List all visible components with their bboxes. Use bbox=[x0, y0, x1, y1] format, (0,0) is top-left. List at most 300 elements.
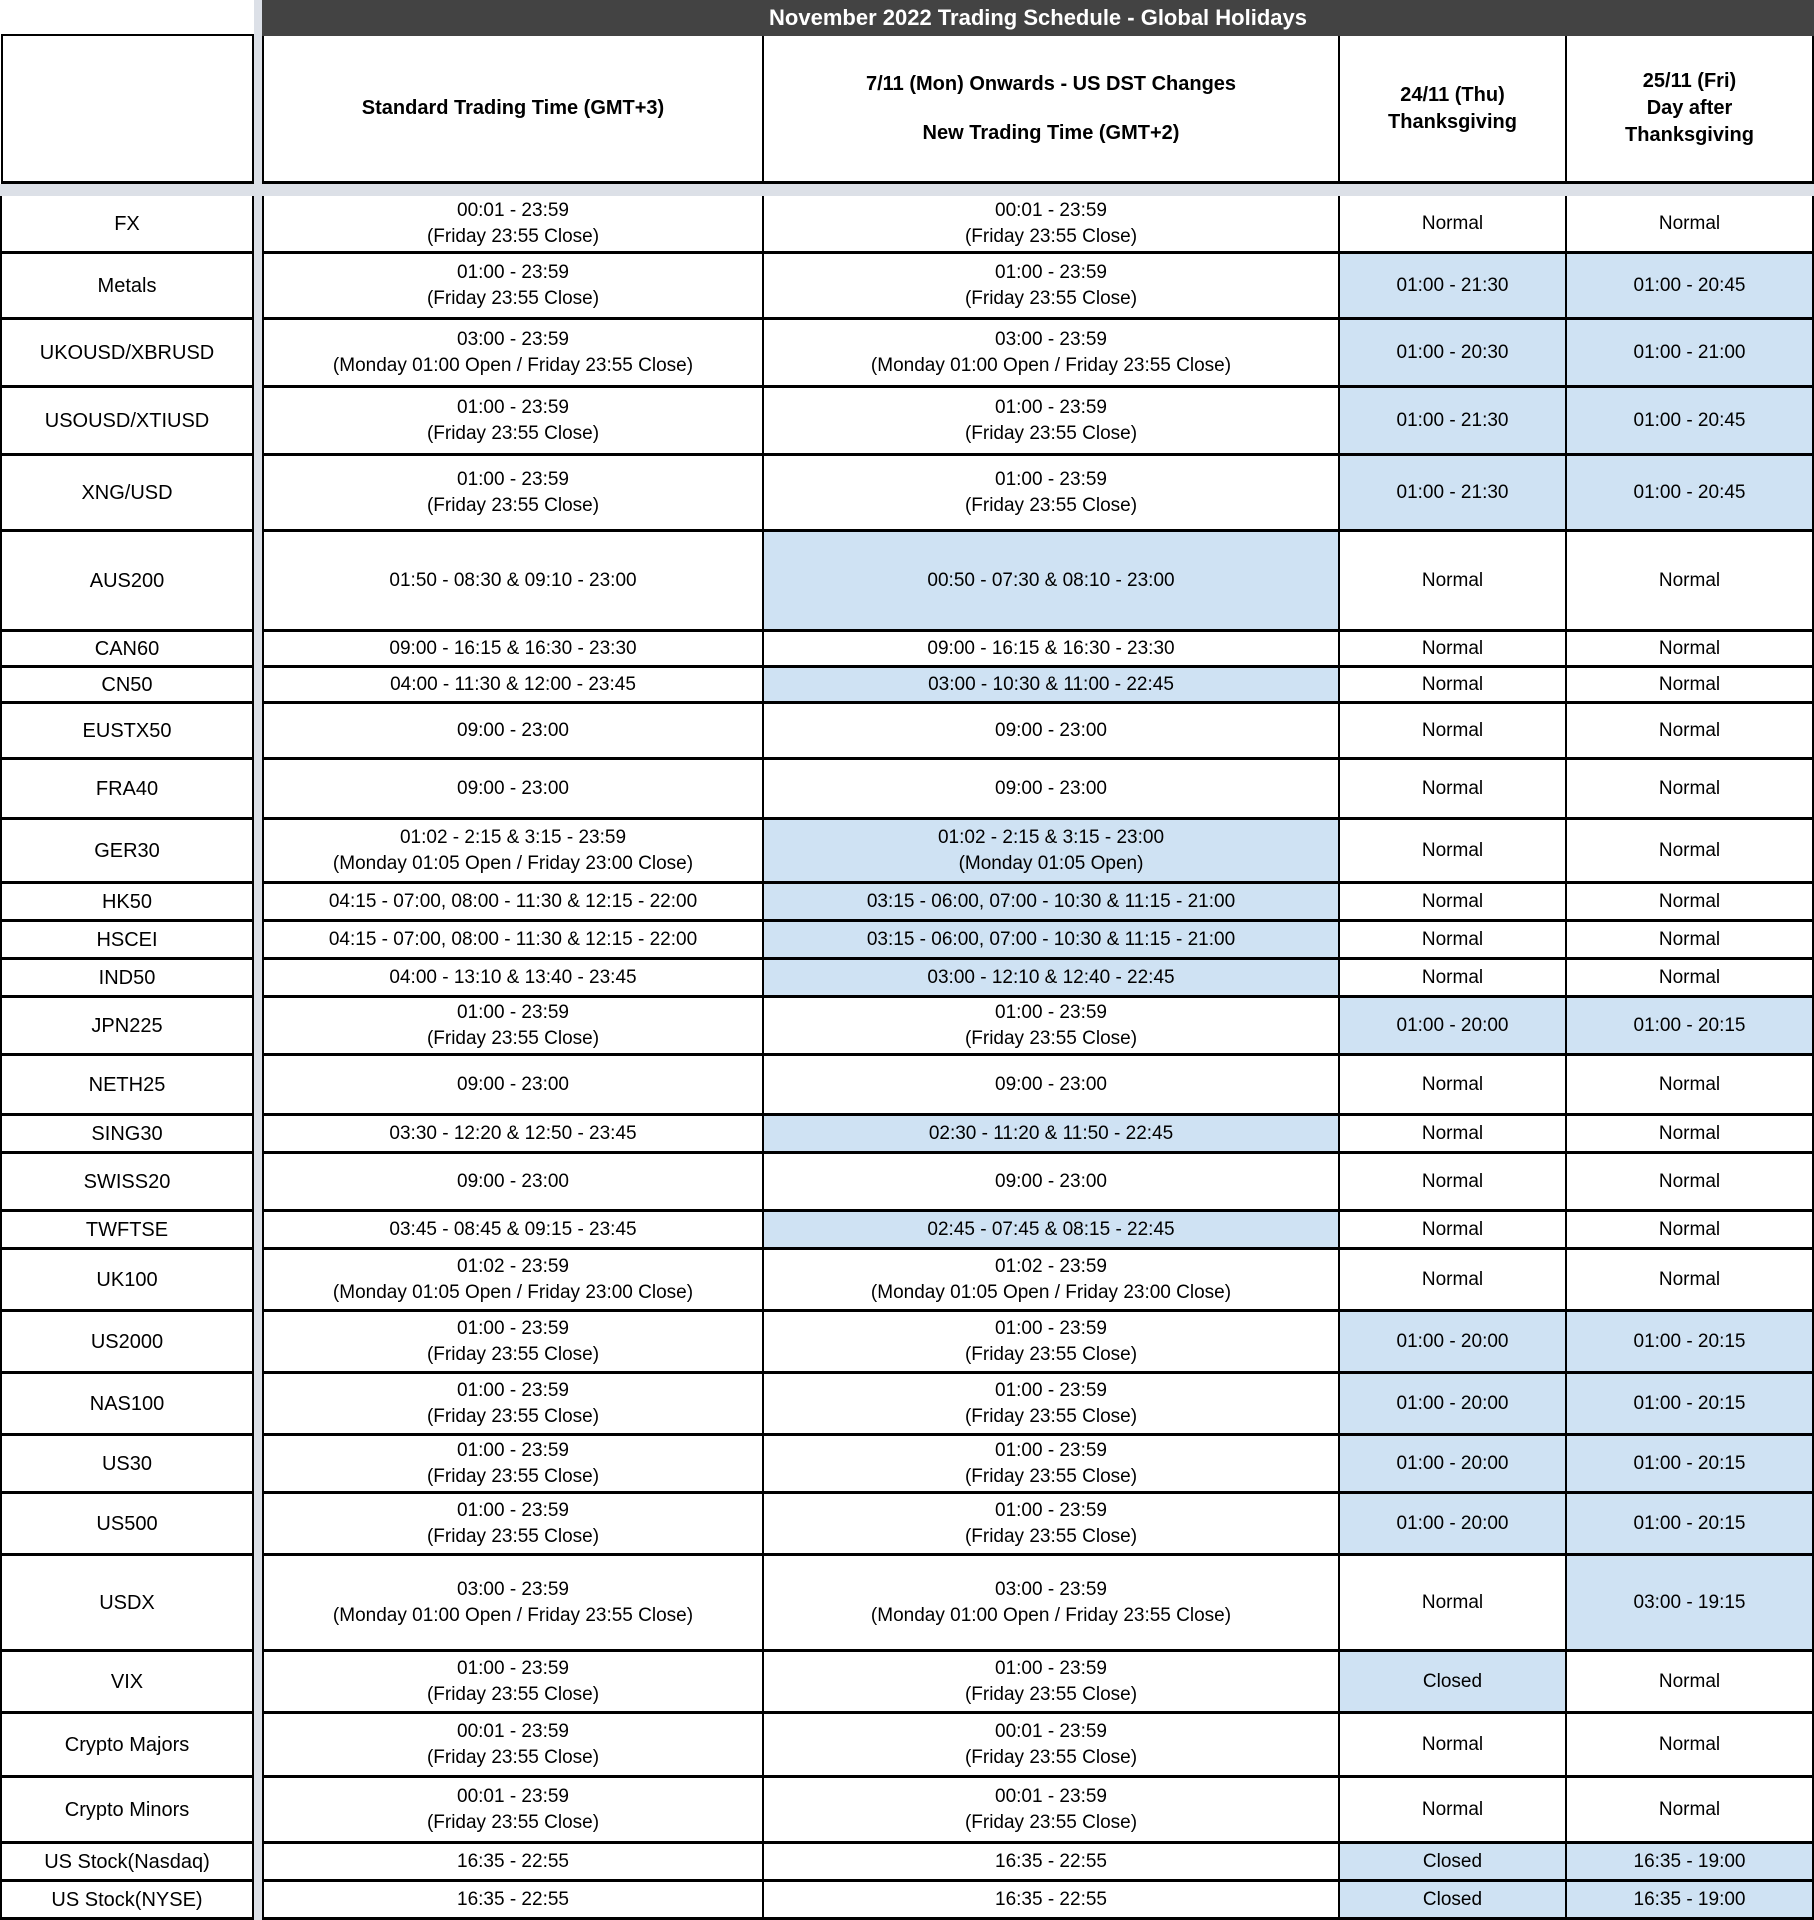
row-label: IND50 bbox=[0, 960, 254, 998]
row-label: NAS100 bbox=[0, 1374, 254, 1436]
pane-divider-vertical bbox=[254, 1250, 262, 1312]
thanksgiving-cell: Normal bbox=[1340, 632, 1567, 668]
column-header-label: 24/11 (Thu) bbox=[1400, 83, 1505, 106]
thanksgiving-cell: Normal bbox=[1340, 1154, 1567, 1212]
row-label: USDX bbox=[0, 1556, 254, 1652]
thanksgiving-cell: Normal bbox=[1340, 922, 1567, 960]
dst-time-cell bbox=[764, 704, 1340, 760]
thanksgiving-cell: Normal bbox=[1340, 1778, 1567, 1844]
time-text-line: 16:35 - 22:55 bbox=[995, 1850, 1107, 1872]
thanksgiving-cell: 01:00 - 21:30 bbox=[1340, 456, 1567, 532]
time-text-line: 01:00 - 23:59 bbox=[457, 1317, 569, 1339]
dst-time-cell bbox=[764, 1844, 1340, 1882]
dst-time-cell bbox=[764, 960, 1340, 998]
time-text-line: 03:00 - 12:10 & 12:40 - 22:45 bbox=[927, 966, 1175, 988]
time-text-line: 00:50 - 07:30 & 08:10 - 23:00 bbox=[927, 569, 1175, 591]
dst-time-cell bbox=[764, 1882, 1340, 1920]
column-header-dst-time bbox=[764, 36, 1340, 184]
time-text-line: 01:00 - 23:59 bbox=[457, 261, 569, 283]
table-row bbox=[0, 1714, 1814, 1778]
standard-time-cell bbox=[262, 1652, 764, 1714]
thanksgiving-cell: 01:00 - 21:30 bbox=[1340, 254, 1567, 320]
pane-divider-vertical bbox=[254, 1116, 262, 1154]
time-text-line: 03:45 - 08:45 & 09:15 - 23:45 bbox=[389, 1218, 637, 1240]
standard-time-cell bbox=[262, 196, 764, 254]
time-text-line: 01:00 - 23:59 bbox=[995, 468, 1107, 490]
dst-time-cell bbox=[764, 1212, 1340, 1250]
standard-time-cell bbox=[262, 704, 764, 760]
day-after-thanksgiving-cell: 01:00 - 20:15 bbox=[1567, 1374, 1814, 1436]
time-text-line: 16:35 - 22:55 bbox=[995, 1888, 1107, 1910]
day-after-thanksgiving-cell: 01:00 - 20:45 bbox=[1567, 388, 1814, 456]
pane-divider-vertical bbox=[254, 632, 262, 668]
standard-time-cell bbox=[262, 254, 764, 320]
day-after-thanksgiving-cell: 01:00 - 20:15 bbox=[1567, 1436, 1814, 1494]
pane-divider-vertical bbox=[254, 884, 262, 922]
pane-divider-vertical bbox=[254, 1374, 262, 1436]
time-text-line: (Friday 23:55 Close) bbox=[964, 225, 1138, 247]
row-label: FRA40 bbox=[0, 760, 254, 820]
day-after-thanksgiving-cell: Normal bbox=[1567, 960, 1814, 998]
time-text-line: (Monday 01:00 Open / Friday 23:55 Close) bbox=[870, 354, 1232, 376]
time-text-line: (Friday 23:55 Close) bbox=[426, 1343, 600, 1365]
table-row bbox=[0, 1250, 1814, 1312]
time-text-line: 09:00 - 23:00 bbox=[995, 719, 1107, 741]
time-text-line: 02:45 - 07:45 & 08:15 - 22:45 bbox=[927, 1218, 1175, 1240]
row-label: TWFTSE bbox=[0, 1212, 254, 1250]
row-label: US30 bbox=[0, 1436, 254, 1494]
standard-time-cell bbox=[262, 1882, 764, 1920]
pane-divider-vertical bbox=[254, 820, 262, 884]
dst-time-cell bbox=[764, 1436, 1340, 1494]
standard-time-cell bbox=[262, 1250, 764, 1312]
table-row bbox=[0, 1116, 1814, 1154]
standard-time-cell bbox=[262, 388, 764, 456]
thanksgiving-cell: Normal bbox=[1340, 1250, 1567, 1312]
dst-time-cell bbox=[764, 320, 1340, 388]
thanksgiving-cell: Normal bbox=[1340, 820, 1567, 884]
day-after-thanksgiving-cell: Normal bbox=[1567, 760, 1814, 820]
time-text-line: 09:00 - 23:00 bbox=[995, 1170, 1107, 1192]
dst-time-cell bbox=[764, 388, 1340, 456]
day-after-thanksgiving-cell: 03:00 - 19:15 bbox=[1567, 1556, 1814, 1652]
row-label: EUSTX50 bbox=[0, 704, 254, 760]
dst-time-cell bbox=[764, 632, 1340, 668]
day-after-thanksgiving-cell: Normal bbox=[1567, 1154, 1814, 1212]
day-after-thanksgiving-cell: Normal bbox=[1567, 1714, 1814, 1778]
column-header-label: New Trading Time (GMT+2) bbox=[922, 121, 1180, 144]
standard-time-cell bbox=[262, 1374, 764, 1436]
thanksgiving-cell: 01:00 - 20:00 bbox=[1340, 1436, 1567, 1494]
row-label: Crypto Majors bbox=[0, 1714, 254, 1778]
time-text-line: 01:00 - 23:59 bbox=[457, 468, 569, 490]
row-label: VIX bbox=[0, 1652, 254, 1714]
standard-time-cell bbox=[262, 320, 764, 388]
time-text-line: 09:00 - 23:00 bbox=[457, 1170, 569, 1192]
time-text-line: (Friday 23:55 Close) bbox=[426, 225, 600, 247]
pane-divider-vertical bbox=[254, 0, 262, 184]
thanksgiving-cell: Normal bbox=[1340, 884, 1567, 922]
row-label: UKOUSD/XBRUSD bbox=[0, 320, 254, 388]
pane-divider-vertical bbox=[254, 1882, 262, 1920]
pane-divider-vertical bbox=[254, 1652, 262, 1714]
standard-time-cell bbox=[262, 1494, 764, 1556]
time-text-line: (Friday 23:55 Close) bbox=[964, 1525, 1138, 1547]
time-text-line: 01:00 - 23:59 bbox=[995, 1439, 1107, 1461]
time-text-line: (Friday 23:55 Close) bbox=[964, 1405, 1138, 1427]
thanksgiving-cell: Normal bbox=[1340, 196, 1567, 254]
standard-time-cell bbox=[262, 1556, 764, 1652]
time-text-line: 03:00 - 23:59 bbox=[995, 328, 1107, 350]
time-text-line: 01:00 - 23:59 bbox=[457, 1657, 569, 1679]
standard-time-cell bbox=[262, 1154, 764, 1212]
time-text-line: 01:00 - 23:59 bbox=[995, 1317, 1107, 1339]
thanksgiving-cell: Normal bbox=[1340, 532, 1567, 632]
time-text-line: (Monday 01:00 Open / Friday 23:55 Close) bbox=[870, 1604, 1232, 1626]
time-text-line: 04:00 - 13:10 & 13:40 - 23:45 bbox=[389, 966, 637, 988]
pane-divider-vertical bbox=[254, 196, 262, 254]
day-after-thanksgiving-cell: 01:00 - 20:45 bbox=[1567, 456, 1814, 532]
day-after-thanksgiving-cell: Normal bbox=[1567, 196, 1814, 254]
time-text-line: (Monday 01:05 Open / Friday 23:00 Close) bbox=[332, 1281, 694, 1303]
day-after-thanksgiving-cell: Normal bbox=[1567, 922, 1814, 960]
time-text-line: 03:00 - 23:59 bbox=[457, 328, 569, 350]
time-text-line: (Friday 23:55 Close) bbox=[964, 1343, 1138, 1365]
time-text-line: 01:00 - 23:59 bbox=[995, 396, 1107, 418]
row-label: US Stock(NYSE) bbox=[0, 1882, 254, 1920]
standard-time-cell bbox=[262, 884, 764, 922]
thanksgiving-cell: 01:00 - 20:00 bbox=[1340, 998, 1567, 1056]
dst-time-cell bbox=[764, 1056, 1340, 1116]
row-label: HSCEI bbox=[0, 922, 254, 960]
standard-time-cell bbox=[262, 1844, 764, 1882]
thanksgiving-cell: Normal bbox=[1340, 760, 1567, 820]
time-text-line: 01:02 - 23:59 bbox=[457, 1255, 569, 1277]
table-row bbox=[0, 1494, 1814, 1556]
day-after-thanksgiving-cell: Normal bbox=[1567, 1778, 1814, 1844]
pane-divider-vertical bbox=[254, 1494, 262, 1556]
sheet-title: November 2022 Trading Schedule - Global Holidays bbox=[769, 5, 1307, 30]
time-text-line: 09:00 - 23:00 bbox=[457, 1073, 569, 1095]
pane-divider-vertical bbox=[254, 668, 262, 704]
dst-time-cell bbox=[764, 532, 1340, 632]
row-label: CN50 bbox=[0, 668, 254, 704]
standard-time-cell bbox=[262, 960, 764, 998]
thanksgiving-cell: Normal bbox=[1340, 668, 1567, 704]
standard-time-cell bbox=[262, 1436, 764, 1494]
dst-time-cell bbox=[764, 820, 1340, 884]
dst-time-cell bbox=[764, 1494, 1340, 1556]
table-row bbox=[0, 1154, 1814, 1212]
day-after-thanksgiving-cell: Normal bbox=[1567, 884, 1814, 922]
time-text-line: 03:00 - 10:30 & 11:00 - 22:45 bbox=[928, 673, 1174, 695]
time-text-line: 01:00 - 23:59 bbox=[457, 1439, 569, 1461]
time-text-line: 01:00 - 23:59 bbox=[995, 1657, 1107, 1679]
day-after-thanksgiving-cell: 01:00 - 20:15 bbox=[1567, 998, 1814, 1056]
time-text-line: (Friday 23:55 Close) bbox=[964, 1683, 1138, 1705]
table-row bbox=[0, 254, 1814, 320]
pane-divider-horizontal bbox=[0, 184, 1814, 196]
time-text-line: 01:00 - 23:59 bbox=[995, 1001, 1107, 1023]
time-text-line: 01:50 - 08:30 & 09:10 - 23:00 bbox=[389, 569, 637, 591]
dst-time-cell bbox=[764, 668, 1340, 704]
standard-time-cell bbox=[262, 1056, 764, 1116]
dst-time-cell bbox=[764, 1312, 1340, 1374]
time-text-line: 09:00 - 16:15 & 16:30 - 23:30 bbox=[927, 637, 1175, 659]
dst-time-cell bbox=[764, 1652, 1340, 1714]
pane-divider-vertical bbox=[254, 532, 262, 632]
time-text-line: (Friday 23:55 Close) bbox=[964, 1746, 1138, 1768]
pane-divider-vertical bbox=[254, 704, 262, 760]
time-text-line: (Friday 23:55 Close) bbox=[426, 494, 600, 516]
dst-time-cell bbox=[764, 254, 1340, 320]
thanksgiving-cell: Closed bbox=[1340, 1652, 1567, 1714]
standard-time-cell bbox=[262, 668, 764, 704]
time-text-line: (Friday 23:55 Close) bbox=[964, 287, 1138, 309]
pane-divider-vertical bbox=[254, 1212, 262, 1250]
time-text-line: 09:00 - 23:00 bbox=[995, 777, 1107, 799]
thanksgiving-cell: 01:00 - 20:00 bbox=[1340, 1494, 1567, 1556]
standard-time-cell bbox=[262, 1116, 764, 1154]
time-text-line: 03:00 - 23:59 bbox=[995, 1578, 1107, 1600]
table-row bbox=[0, 820, 1814, 884]
table-row bbox=[0, 196, 1814, 254]
dst-time-cell bbox=[764, 884, 1340, 922]
pane-divider-vertical bbox=[254, 1154, 262, 1212]
standard-time-cell bbox=[262, 456, 764, 532]
column-header-label: 7/11 (Mon) Onwards - US DST Changes bbox=[865, 72, 1237, 95]
time-text-line: (Friday 23:55 Close) bbox=[426, 1465, 600, 1487]
thanksgiving-cell: Normal bbox=[1340, 1714, 1567, 1778]
pane-divider-vertical bbox=[254, 922, 262, 960]
table-row bbox=[0, 1374, 1814, 1436]
pane-divider-vertical bbox=[254, 1056, 262, 1116]
day-after-thanksgiving-cell: Normal bbox=[1567, 820, 1814, 884]
thanksgiving-cell: Normal bbox=[1340, 1556, 1567, 1652]
standard-time-cell bbox=[262, 532, 764, 632]
time-text-line: (Monday 01:00 Open / Friday 23:55 Close) bbox=[332, 354, 694, 376]
table-row bbox=[0, 760, 1814, 820]
thanksgiving-cell: Normal bbox=[1340, 704, 1567, 760]
day-after-thanksgiving-cell: Normal bbox=[1567, 1652, 1814, 1714]
time-text-line: 03:30 - 12:20 & 12:50 - 23:45 bbox=[389, 1122, 637, 1144]
thanksgiving-cell: Closed bbox=[1340, 1882, 1567, 1920]
time-text-line: 00:01 - 23:59 bbox=[457, 1720, 569, 1742]
header-columns-area bbox=[262, 0, 1814, 184]
dst-time-cell bbox=[764, 1374, 1340, 1436]
dst-time-cell bbox=[764, 1778, 1340, 1844]
day-after-thanksgiving-cell: Normal bbox=[1567, 668, 1814, 704]
table-row bbox=[0, 388, 1814, 456]
schedule-rows bbox=[0, 196, 1814, 1920]
pane-divider-vertical bbox=[254, 1844, 262, 1882]
pane-divider-vertical bbox=[254, 1778, 262, 1844]
time-text-line: 01:00 - 23:59 bbox=[995, 1379, 1107, 1401]
row-label: US500 bbox=[0, 1494, 254, 1556]
row-label: NETH25 bbox=[0, 1056, 254, 1116]
row-label: US Stock(Nasdaq) bbox=[0, 1844, 254, 1882]
column-header-label: Day after bbox=[1646, 97, 1733, 119]
row-label: FX bbox=[0, 196, 254, 254]
thanksgiving-cell: Closed bbox=[1340, 1844, 1567, 1882]
time-text-line: 01:02 - 2:15 & 3:15 - 23:59 bbox=[399, 826, 627, 848]
row-label: XNG/USD bbox=[0, 456, 254, 532]
standard-time-cell bbox=[262, 1212, 764, 1250]
row-label: Crypto Minors bbox=[0, 1778, 254, 1844]
pane-divider-vertical bbox=[254, 456, 262, 532]
time-text-line: (Friday 23:55 Close) bbox=[426, 1746, 600, 1768]
day-after-thanksgiving-cell: Normal bbox=[1567, 1250, 1814, 1312]
time-text-line: (Friday 23:55 Close) bbox=[426, 1525, 600, 1547]
pane-divider-vertical bbox=[254, 1312, 262, 1374]
row-label: JPN225 bbox=[0, 998, 254, 1056]
table-row bbox=[0, 532, 1814, 632]
dst-time-cell bbox=[764, 196, 1340, 254]
table-row bbox=[0, 884, 1814, 922]
day-after-thanksgiving-cell: 16:35 - 19:00 bbox=[1567, 1844, 1814, 1882]
time-text-line: 01:00 - 23:59 bbox=[457, 1499, 569, 1521]
time-text-line: (Monday 01:00 Open / Friday 23:55 Close) bbox=[332, 1604, 694, 1626]
time-text-line: 01:00 - 23:59 bbox=[457, 396, 569, 418]
standard-time-cell bbox=[262, 998, 764, 1056]
standard-time-cell bbox=[262, 760, 764, 820]
time-text-line: 09:00 - 23:00 bbox=[457, 719, 569, 741]
day-after-thanksgiving-cell: Normal bbox=[1567, 532, 1814, 632]
time-text-line: 01:02 - 23:59 bbox=[995, 1255, 1107, 1277]
row-label: HK50 bbox=[0, 884, 254, 922]
table-row bbox=[0, 922, 1814, 960]
time-text-line: (Friday 23:55 Close) bbox=[964, 422, 1138, 444]
time-text-line: 00:01 - 23:59 bbox=[995, 199, 1107, 221]
pane-divider-vertical bbox=[254, 1556, 262, 1652]
time-text-line: 01:02 - 2:15 & 3:15 - 23:00 bbox=[937, 826, 1165, 848]
time-text-line: 09:00 - 16:15 & 16:30 - 23:30 bbox=[389, 637, 637, 659]
time-text-line: (Monday 01:05 Open) bbox=[958, 852, 1144, 874]
standard-time-cell bbox=[262, 820, 764, 884]
pane-divider-vertical bbox=[254, 1714, 262, 1778]
frozen-corner-cell bbox=[1, 34, 254, 184]
day-after-thanksgiving-cell: 01:00 - 20:15 bbox=[1567, 1312, 1814, 1374]
thanksgiving-cell: Normal bbox=[1340, 1056, 1567, 1116]
day-after-thanksgiving-cell: 01:00 - 21:00 bbox=[1567, 320, 1814, 388]
time-text-line: (Friday 23:55 Close) bbox=[964, 1027, 1138, 1049]
pane-divider-vertical bbox=[254, 1436, 262, 1494]
standard-time-cell bbox=[262, 1312, 764, 1374]
row-label: GER30 bbox=[0, 820, 254, 884]
time-text-line: (Friday 23:55 Close) bbox=[426, 1683, 600, 1705]
time-text-line: 09:00 - 23:00 bbox=[995, 1073, 1107, 1095]
time-text-line: 00:01 - 23:59 bbox=[995, 1785, 1107, 1807]
time-text-line: (Monday 01:05 Open / Friday 23:00 Close) bbox=[332, 852, 694, 874]
day-after-thanksgiving-cell: Normal bbox=[1567, 632, 1814, 668]
time-text-line: (Friday 23:55 Close) bbox=[426, 1405, 600, 1427]
time-text-line: (Friday 23:55 Close) bbox=[426, 1811, 600, 1833]
dst-time-cell bbox=[764, 1556, 1340, 1652]
row-label: AUS200 bbox=[0, 532, 254, 632]
pane-divider-vertical bbox=[254, 998, 262, 1056]
dst-time-cell bbox=[764, 1714, 1340, 1778]
thanksgiving-cell: 01:00 - 21:30 bbox=[1340, 388, 1567, 456]
row-label: Metals bbox=[0, 254, 254, 320]
time-text-line: 01:00 - 23:59 bbox=[457, 1001, 569, 1023]
row-label: US2000 bbox=[0, 1312, 254, 1374]
time-text-line: 04:15 - 07:00, 08:00 - 11:30 & 12:15 - 22:00 bbox=[328, 928, 698, 950]
table-row bbox=[0, 1212, 1814, 1250]
row-label: SWISS20 bbox=[0, 1154, 254, 1212]
time-text-line: 09:00 - 23:00 bbox=[457, 777, 569, 799]
time-text-line: 01:00 - 23:59 bbox=[995, 1499, 1107, 1521]
frozen-header bbox=[0, 0, 1814, 184]
column-header-row bbox=[262, 36, 1814, 184]
time-text-line: (Friday 23:55 Close) bbox=[964, 494, 1138, 516]
table-row bbox=[0, 1556, 1814, 1652]
time-text-line: 02:30 - 11:20 & 11:50 - 22:45 bbox=[928, 1122, 1174, 1144]
table-row bbox=[0, 998, 1814, 1056]
thanksgiving-cell: 01:00 - 20:30 bbox=[1340, 320, 1567, 388]
day-after-thanksgiving-cell: Normal bbox=[1567, 1116, 1814, 1154]
thanksgiving-cell: Normal bbox=[1340, 1116, 1567, 1154]
dst-time-cell bbox=[764, 1154, 1340, 1212]
day-after-thanksgiving-cell: Normal bbox=[1567, 1056, 1814, 1116]
dst-time-cell bbox=[764, 1116, 1340, 1154]
time-text-line: 00:01 - 23:59 bbox=[457, 199, 569, 221]
time-text-line: (Friday 23:55 Close) bbox=[426, 422, 600, 444]
table-row bbox=[0, 456, 1814, 532]
table-row bbox=[0, 1844, 1814, 1882]
column-header-standard-time bbox=[262, 36, 764, 184]
standard-time-cell bbox=[262, 1778, 764, 1844]
table-row bbox=[0, 632, 1814, 668]
time-text-line: 04:00 - 11:30 & 12:00 - 23:45 bbox=[390, 673, 636, 695]
time-text-line: 01:00 - 23:59 bbox=[457, 1379, 569, 1401]
row-label: SING30 bbox=[0, 1116, 254, 1154]
time-text-line: 16:35 - 22:55 bbox=[457, 1888, 569, 1910]
pane-divider-vertical bbox=[254, 960, 262, 998]
sheet-title-bar bbox=[262, 0, 1814, 36]
column-header-label: Thanksgiving bbox=[1388, 110, 1517, 133]
column-header-day-after-thanksgiving bbox=[1567, 36, 1814, 184]
day-after-thanksgiving-cell: 01:00 - 20:45 bbox=[1567, 254, 1814, 320]
standard-time-cell bbox=[262, 922, 764, 960]
dst-time-cell bbox=[764, 1250, 1340, 1312]
table-row bbox=[0, 960, 1814, 998]
standard-time-cell bbox=[262, 1714, 764, 1778]
thanksgiving-cell: Normal bbox=[1340, 960, 1567, 998]
table-row bbox=[0, 1436, 1814, 1494]
table-row bbox=[0, 1056, 1814, 1116]
table-row bbox=[0, 1882, 1814, 1920]
dst-time-cell bbox=[764, 760, 1340, 820]
day-after-thanksgiving-cell: Normal bbox=[1567, 704, 1814, 760]
time-text-line: 03:15 - 06:00, 07:00 - 10:30 & 11:15 - 21:00 bbox=[866, 890, 1236, 912]
row-label: CAN60 bbox=[0, 632, 254, 668]
pane-divider-vertical bbox=[254, 388, 262, 456]
dst-time-cell bbox=[764, 456, 1340, 532]
time-text-line: 00:01 - 23:59 bbox=[995, 1720, 1107, 1742]
column-header-thanksgiving bbox=[1340, 36, 1567, 184]
time-text-line: 03:15 - 06:00, 07:00 - 10:30 & 11:15 - 21:00 bbox=[866, 928, 1236, 950]
pane-divider-vertical bbox=[254, 760, 262, 820]
day-after-thanksgiving-cell: 16:35 - 19:00 bbox=[1567, 1882, 1814, 1920]
time-text-line: 03:00 - 23:59 bbox=[457, 1578, 569, 1600]
day-after-thanksgiving-cell: 01:00 - 20:15 bbox=[1567, 1494, 1814, 1556]
row-label: UK100 bbox=[0, 1250, 254, 1312]
table-row bbox=[0, 1312, 1814, 1374]
thanksgiving-cell: Normal bbox=[1340, 1212, 1567, 1250]
day-after-thanksgiving-cell: Normal bbox=[1567, 1212, 1814, 1250]
dst-time-cell bbox=[764, 998, 1340, 1056]
dst-time-cell bbox=[764, 922, 1340, 960]
